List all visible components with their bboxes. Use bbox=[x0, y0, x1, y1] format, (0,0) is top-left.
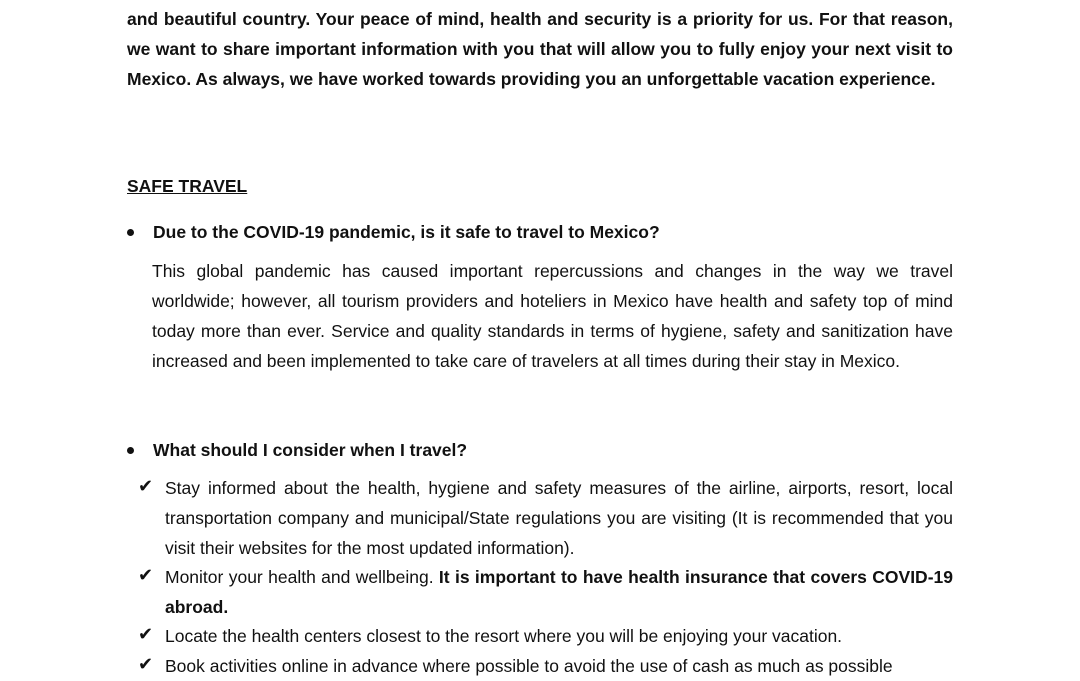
intro-paragraph: and beautiful country. Your peace of mind, health and security is a priority for us. For that reason, we want to share important information with you that will allow you to fully enjoy your next visit to Mexico. As always, we have worked towards providing you an unforgettable vacation experience. bbox=[127, 9, 953, 89]
check-mark-icon: ✔ bbox=[138, 565, 154, 586]
checklist-item-text bbox=[165, 562, 953, 622]
question-text: What should I consider when I travel? bbox=[153, 440, 468, 460]
checklist-item-plain: Monitor your health and wellbeing. bbox=[165, 567, 439, 587]
bullet-dot-icon bbox=[127, 447, 134, 454]
section-heading: SAFE TRAVEL bbox=[127, 176, 248, 196]
checklist-item-text: Book activities online in advance where possible to avoid the use of cash as much as possible bbox=[165, 656, 893, 676]
answer-paragraph: This global pandemic has caused important repercussions and changes in the way we travel worldwide; however, all tourism providers and hoteliers in Mexico have health and safety top of mind today more than ever. Service and quality standards in terms of hygiene, safety and sanitization have increased and been implemented to take care of travelers at all times during their stay in Mexico. bbox=[152, 261, 953, 371]
bullet-dot-icon bbox=[127, 229, 134, 236]
checklist-item-text: Stay informed about the health, hygiene and safety measures of the airline, airports, resort, local transportation company and municipal/State regulations you are visiting (It is recommended that you visit their websites for the most updated information). bbox=[165, 478, 953, 558]
check-mark-icon: ✔ bbox=[138, 624, 154, 645]
check-mark-icon: ✔ bbox=[138, 476, 154, 497]
check-mark-icon: ✔ bbox=[138, 654, 154, 675]
question-text: Due to the COVID-19 pandemic, is it safe to travel to Mexico? bbox=[153, 222, 660, 242]
checklist-item-text: Locate the health centers closest to the resort where you will be enjoying your vacation. bbox=[165, 626, 843, 646]
checklist-item-emphasis: It is important to have health insurance that covers COVID-19 abroad. bbox=[165, 567, 953, 617]
